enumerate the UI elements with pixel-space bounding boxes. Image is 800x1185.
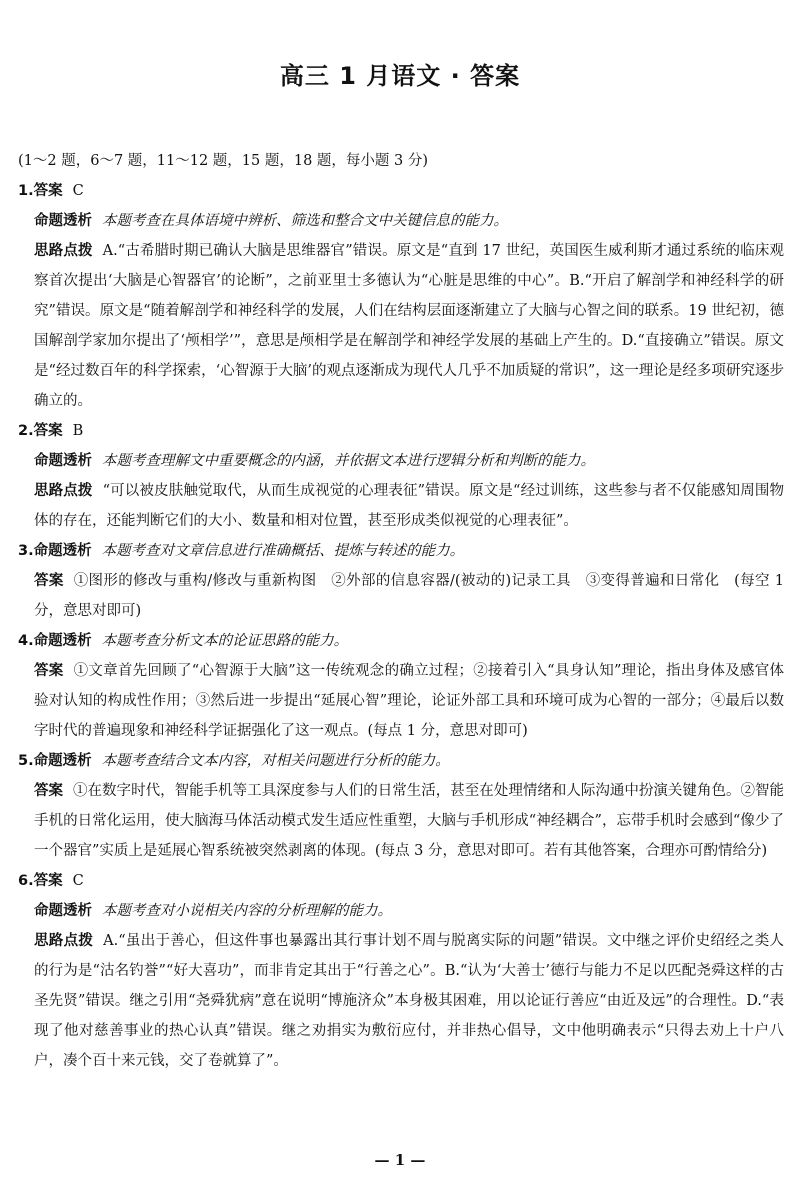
q1-sl-text: A.“古希腊时期已确认大脑是思维器官”错误。原文是“直到 17 世纪，英国医生威利斯才通过系统的临床观察首次提出‘大脑是心智器官’的论断”，之前亚里士多德认为“心脏是思维的中心”。B.“开启了解剖学和神经科学的研究”错误。原文是“随着解剖学和神经科学的发展，人们在结构层面逐渐建立了大脑与心智之间的联系。19 世纪初，德国解剖学家加尔提出了‘颅相学’”，意思是颅相学是在解剖学和神经学发展的基础上产生的。D.“直接确立”错误。原文是“经过数百年的科学探索，‘心智源于大脑’的观点逐渐成为现代人几乎不加质疑的常识”，这一理论是经多项研究逐步确立的。 (34, 243, 785, 409)
page-title: 高三 1 月语文 · 答案 (279, 62, 521, 90)
q1-mt-line (18, 206, 784, 236)
q3-mt-text: 本题考查对文章信息进行准确概括、提炼与转述的能力。 (101, 543, 465, 559)
q4-mt-text: 本题考查分析文本的论证思路的能力。 (101, 633, 349, 649)
q2-sl-text: “可以被皮肤触觉取代，从而生成视觉的心理表征”错误。原文是“经过训练，这些参与者不仅能感知周围物体的存在，还能判断它们的大小、数量和相对位置，甚至形成类似视觉的心理表征”。 (34, 483, 785, 529)
q4-ans-label: 答案 (34, 663, 64, 679)
q3-mt-label: 命题透析 (33, 543, 92, 559)
q1-mt-label: 命题透析 (34, 213, 92, 229)
q2-sl-paragraph (18, 476, 784, 536)
scope-note: (1～2 题，6～7 题，11～12 题，15 题，18 题，每小题 3 分) (18, 153, 429, 169)
q1-mt-text: 本题考查在具体语境中辨析、筛选和整合文中关键信息的能力。 (102, 213, 508, 229)
q5-number: 5. (18, 753, 34, 769)
q6-sl-label: 思路点拨 (34, 933, 94, 949)
q5-ans-text: ①在数字时代，智能手机等工具深度参与人们的日常生活，甚至在处理情绪和人际沟通中扮演关键角色。②智能手机的日常化运用，使大脑海马体活动模式发生适应性重塑，大脑与手机形成“神经耦合”，忘带手机时会感到“像少了一个器官”实质上是延展心智系统被突然剥离的体现。(每点 3 分，意思对即可。若有其他答案，合理亦可酌情给分) (34, 783, 785, 859)
q6-number: 6. (18, 873, 34, 889)
q2-mt-text: 本题考查理解文中重要概念的内涵，并依据文本进行逻辑分析和判断的能力。 (102, 453, 595, 469)
q5-answer-paragraph (18, 776, 784, 866)
q2-mt-line (18, 446, 784, 476)
q5-mt-text: 本题考查结合文本内容，对相关问题进行分析的能力。 (101, 753, 450, 769)
q1-answer-value: C (72, 183, 84, 199)
q5-mt-line (18, 746, 784, 776)
q1-answer-label: 答案 (33, 183, 63, 199)
q6-mt-line (18, 896, 784, 926)
q6-answer-label: 答案 (33, 873, 63, 889)
q6-mt-text: 本题考查对小说相关内容的分析理解的能力。 (102, 903, 392, 919)
q2-answer-label: 答案 (33, 423, 63, 439)
q1-number: 1. (18, 183, 34, 199)
q3-ans-text: ①图形的修改与重构/修改与重新构图 ②外部的信息容器/(被动的)记录工具 ③变得普遍和日常化 (每空 1 分，意思对即可) (34, 573, 785, 619)
q5-mt-label: 命题透析 (33, 753, 92, 769)
q1-sl-label: 思路点拨 (34, 243, 93, 259)
q2-answer-value: B (72, 423, 84, 439)
q3-mt-line (18, 536, 784, 566)
q5-ans-label: 答案 (34, 783, 64, 799)
q6-answer-line (18, 866, 784, 896)
q3-ans-label: 答案 (34, 573, 64, 589)
q6-answer-value: C (72, 873, 84, 889)
q4-mt-label: 命题透析 (33, 633, 92, 649)
q6-mt-label: 命题透析 (34, 903, 92, 919)
q4-ans-text: ①文章首先回顾了“心智源于大脑”这一传统观念的确立过程；②接着引入“具身认知”理论，指出身体及感官体验对认知的构成性作用；③然后进一步提出“延展心智”理论，论证外部工具和环境可成为心智的一部分；④最后以数字时代的普遍现象和神经科学证据强化了这一观点。(每点 1 分，意思对即可) (34, 663, 784, 739)
q2-mt-label: 命题透析 (34, 453, 92, 469)
q4-mt-line (18, 626, 784, 656)
q6-sl-text: A.“虽出于善心，但这件事也暴露出其行事计划不周与脱离实际的问题”错误。文中继之评价史绍经之类人的行为是“沽名钓誉”“好大喜功”，而非肯定其出于“行善之心”。B.“认为‘大善士’德行与能力不足以匹配尧舜这样的古圣先贤”错误。继之引用“尧舜犹病”意在说明“博施济众”本身极其困难，用以论证行善应“由近及远”的合理性。D.“表现了他对慈善事业的热心认真”错误。继之劝捐实为敷衍应付，并非热心倡导，文中他明确表示“只得去劝上十户八户，凑个百十来元钱，交了卷就算了”。 (34, 933, 785, 1069)
q1-answer-line (18, 176, 784, 206)
page-number: — 1 — (374, 1151, 426, 1169)
q3-number: 3. (18, 543, 34, 559)
q3-answer-paragraph (18, 566, 784, 626)
q6-sl-paragraph (18, 926, 784, 1076)
answer-content (18, 146, 784, 1076)
q4-answer-paragraph (18, 656, 784, 746)
q2-sl-label: 思路点拨 (34, 483, 93, 499)
q1-sl-paragraph (18, 236, 784, 416)
q2-answer-line (18, 416, 784, 446)
q4-number: 4. (18, 633, 34, 649)
q2-number: 2. (18, 423, 34, 439)
